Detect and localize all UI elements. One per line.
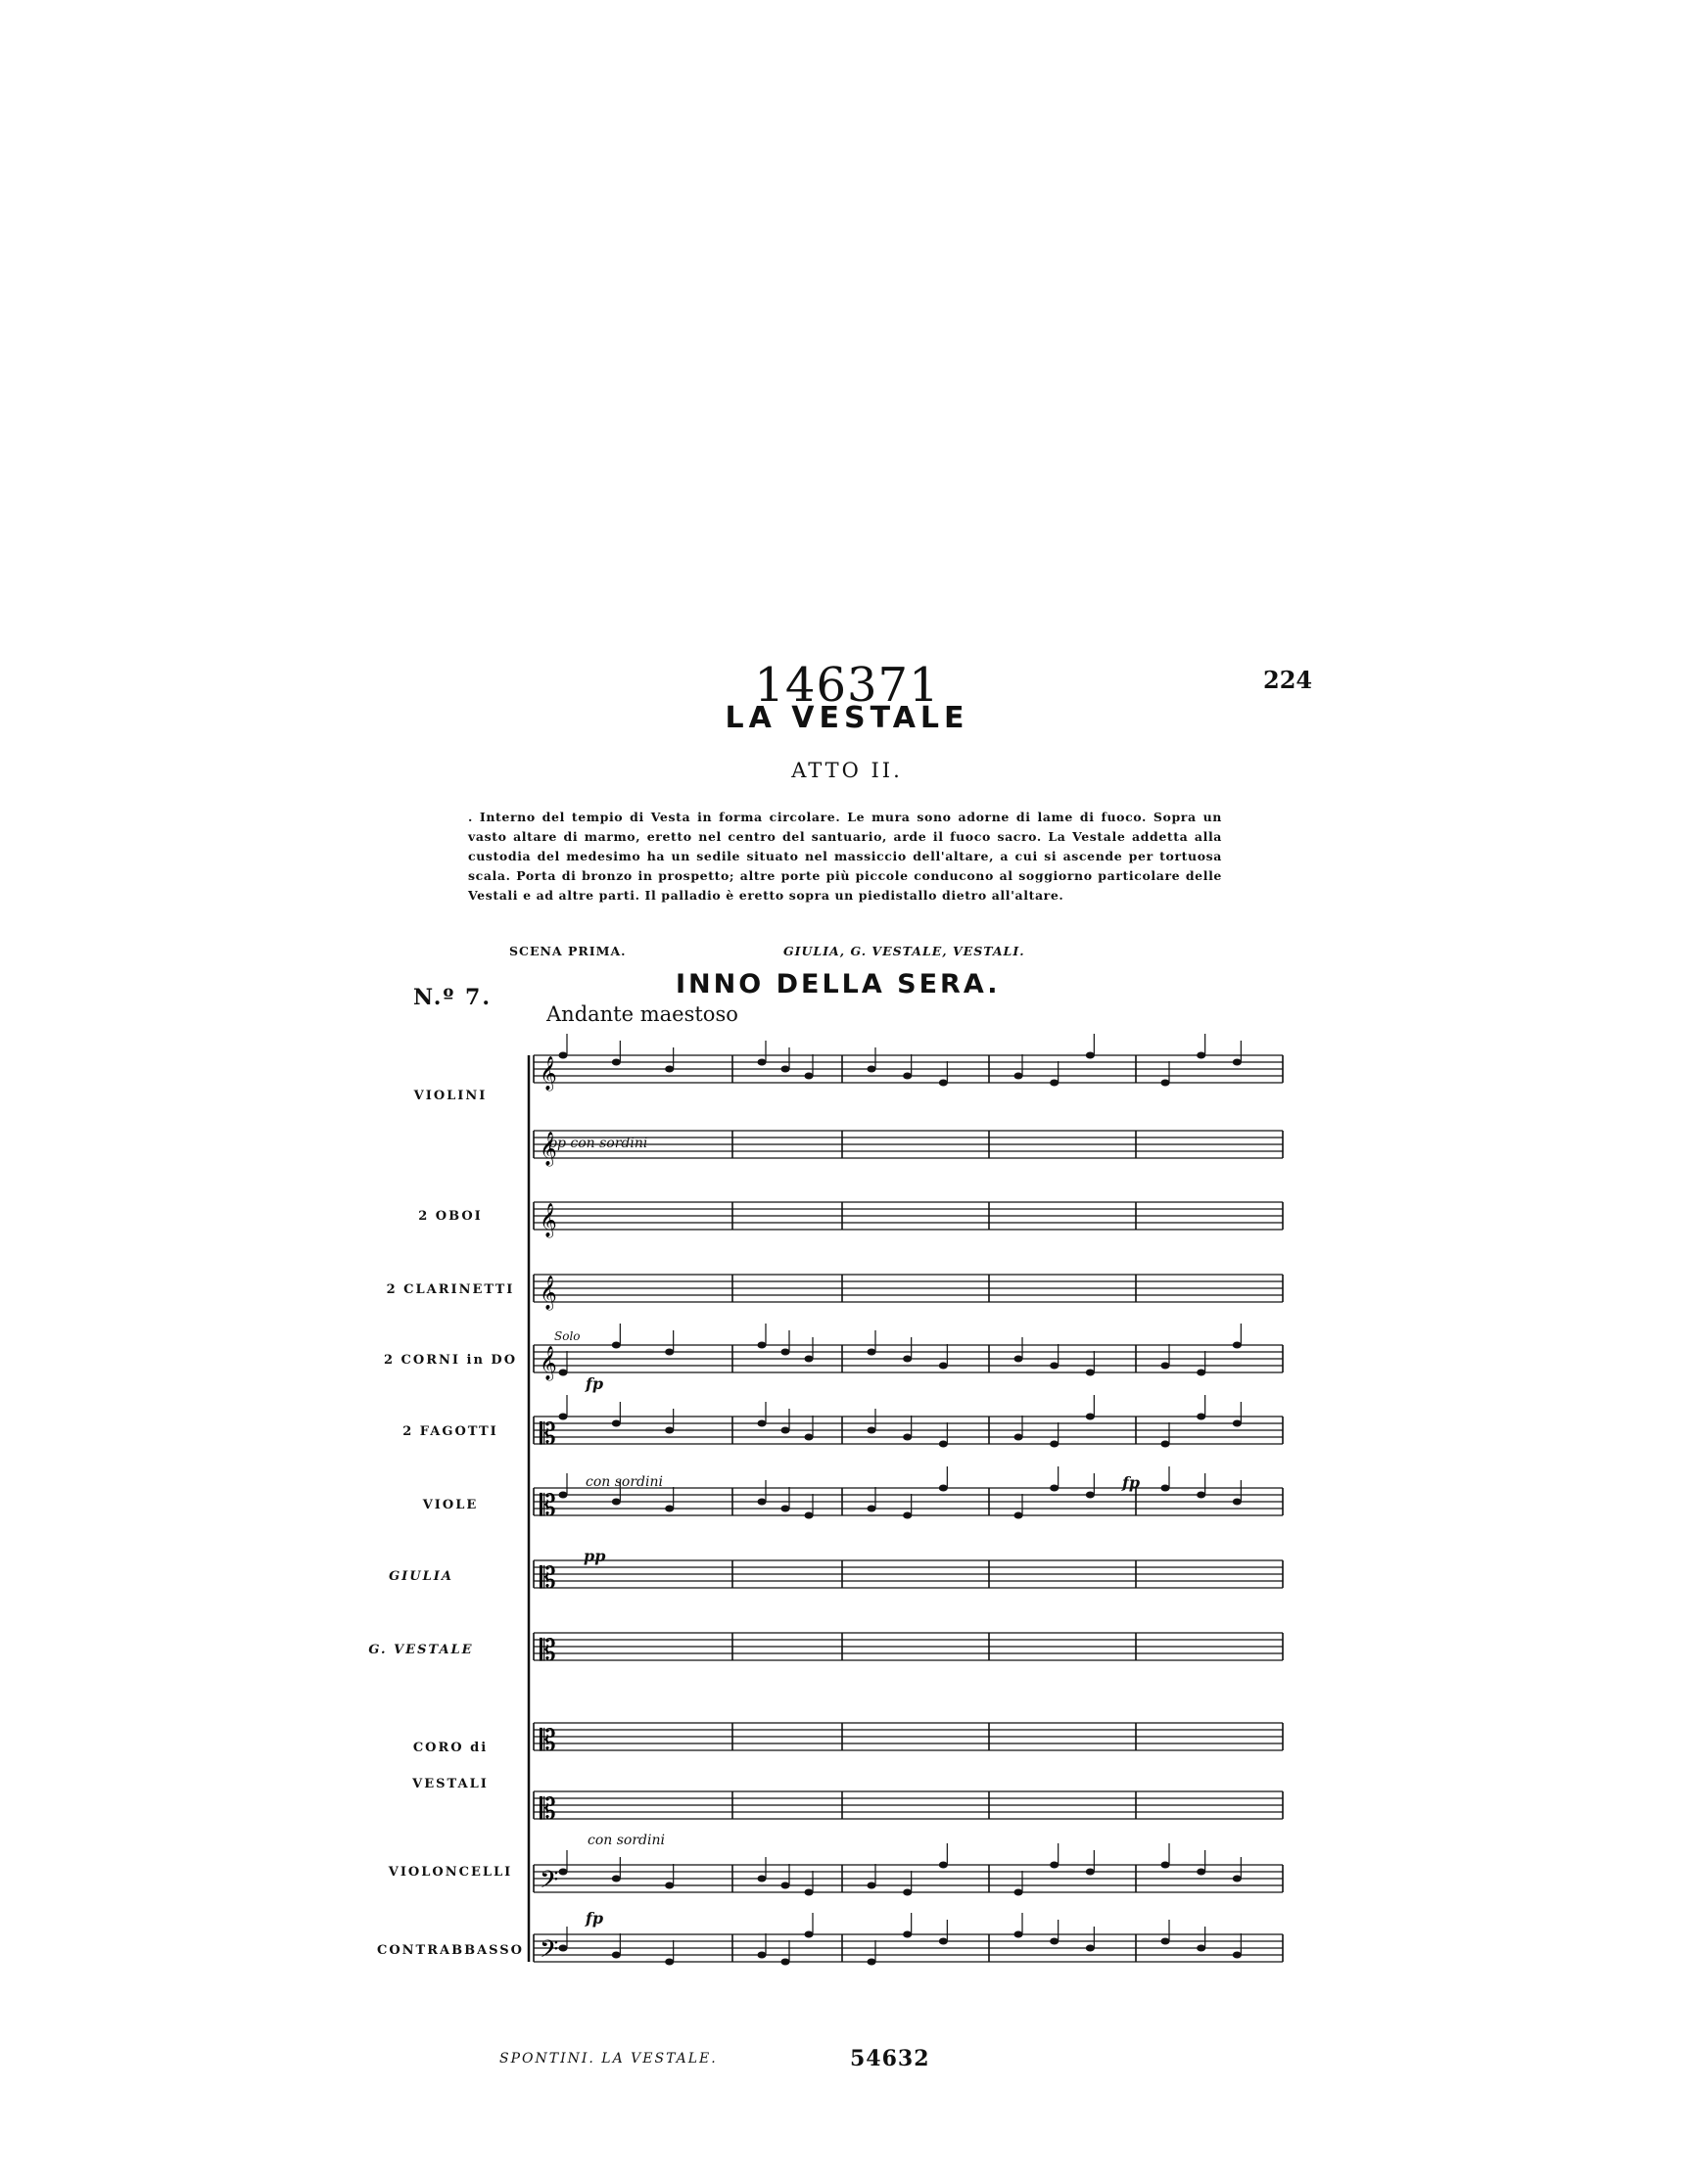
note-head [1197, 1052, 1205, 1059]
note-head [758, 1342, 767, 1349]
note-head [805, 1931, 814, 1938]
clef-icon: 𝄞 [540, 1276, 557, 1310]
note-head [1086, 1945, 1095, 1952]
note-head [559, 1414, 568, 1420]
note-head [612, 1499, 621, 1506]
marking-pp-viole: pp [584, 1547, 606, 1565]
note-head [1050, 1862, 1059, 1869]
note-head [1233, 1342, 1242, 1349]
note-head [1014, 1356, 1023, 1363]
note-head [805, 1434, 814, 1441]
note-head [1161, 1441, 1170, 1448]
instrument-label-gran-vestale: G. VESTALE [368, 1643, 474, 1657]
note-head [1050, 1441, 1059, 1448]
note-head [805, 1512, 814, 1519]
note-head [1086, 1869, 1095, 1876]
stage-direction: . Interno del tempio di Vesta in forma circolare. Le mura sono adorne di lame di fuoco. Sopra un vasto altare di marmo, eretto nel centro del santuario, arde il fuoco sacro. La Vestale addetta alla custodia del medesimo ha un sedile situato nel massiccio dell'altare, a cui si ascende per tortuosa scala. Porta di bronzo in prospetto; altre porte più piccole conducono al soggiorno particolare delle Vestali e ad altre parti. Il palladio è eretto sopra un piedistallo dietro all'altare. [468, 810, 1222, 903]
instrument-label-viole: VIOLE [422, 1498, 479, 1512]
note-head [903, 1434, 912, 1441]
note-head [1050, 1363, 1059, 1370]
instrument-label-violini: VIOLINI [413, 1089, 488, 1103]
marking-pp-con-sordini: pp con sordini [548, 1136, 648, 1151]
clef-icon: 𝄢 [540, 1866, 559, 1900]
note-head [1050, 1938, 1059, 1945]
clef-icon: 𝄡 [540, 1792, 556, 1827]
note-head [1014, 1073, 1023, 1080]
marking-fp-violoncelli: fp [586, 1909, 604, 1928]
note-head [939, 1363, 948, 1370]
note-head [559, 1492, 568, 1499]
note-head [1014, 1434, 1023, 1441]
note-head [1197, 1492, 1205, 1499]
clef-icon: 𝄡 [540, 1634, 556, 1668]
note-head [1161, 1938, 1170, 1945]
note-head [665, 1506, 674, 1512]
instrument-label-violoncelli: VIOLONCELLI [388, 1865, 513, 1880]
note-head [903, 1512, 912, 1519]
note-head [868, 1349, 876, 1356]
note-head [665, 1066, 674, 1073]
note-head [1161, 1080, 1170, 1087]
marking-con-sordini-violoncelli: con sordini [588, 1833, 665, 1848]
instrument-label-contrabbasso: CONTRABBASSO [377, 1943, 524, 1958]
note-head [1233, 1059, 1242, 1066]
act-heading: ATTO II. [791, 759, 903, 782]
composer-title: SPONTINI. LA VESTALE. [499, 2051, 718, 2067]
note-head [1086, 1414, 1095, 1420]
note-head [939, 1485, 948, 1492]
clef-icon: 𝄞 [540, 1203, 557, 1237]
tempo-marking: Andante maestoso [546, 1002, 738, 1026]
clef-icon: 𝄡 [540, 1724, 556, 1758]
piece-title: INNO DELLA SERA. [676, 969, 1001, 999]
note-head [1086, 1052, 1095, 1059]
note-head [939, 1938, 948, 1945]
page-number: 224 [1263, 666, 1313, 694]
clef-icon: 𝄞 [540, 1346, 557, 1380]
opera-title: LA VESTALE [725, 701, 969, 735]
note-head [1086, 1370, 1095, 1376]
note-head [868, 1427, 876, 1434]
note-head [758, 1059, 767, 1066]
instrument-label-corni: 2 CORNI in DO [383, 1353, 518, 1368]
scene-label: SCENA PRIMA. [509, 944, 627, 958]
clef-icon: 𝄡 [540, 1417, 556, 1452]
note-head [758, 1876, 767, 1882]
note-head [903, 1073, 912, 1080]
note-head [1014, 1931, 1023, 1938]
note-head [612, 1342, 621, 1349]
note-head [1197, 1869, 1205, 1876]
note-head [665, 1959, 674, 1966]
instrument-label-coro: CORO di [412, 1741, 489, 1755]
marking-fp-fagotti: fp [1122, 1473, 1141, 1492]
note-head [1014, 1512, 1023, 1519]
instrument-label-giulia: GIULIA [389, 1569, 453, 1584]
note-head [868, 1506, 876, 1512]
note-head [903, 1931, 912, 1938]
note-head [1197, 1370, 1205, 1376]
note-head [903, 1356, 912, 1363]
note-head [939, 1080, 948, 1087]
instrument-label-oboi: 2 OBOI [418, 1209, 483, 1224]
note-head [1197, 1945, 1205, 1952]
marking-con-sordini-viole: con sordini [586, 1474, 663, 1490]
note-head [1086, 1492, 1095, 1499]
catalog-number: 146371 [754, 658, 940, 713]
note-head [1233, 1499, 1242, 1506]
note-head [939, 1441, 948, 1448]
note-head [559, 1052, 568, 1059]
note-head [665, 1349, 674, 1356]
note-head [781, 1882, 790, 1889]
note-head [559, 1370, 568, 1376]
note-head [939, 1862, 948, 1869]
note-head [903, 1889, 912, 1896]
plate-number: 54632 [850, 2046, 930, 2071]
note-head [612, 1420, 621, 1427]
note-head [1233, 1876, 1242, 1882]
instrument-label-clarinetti: 2 CLARINETTI [386, 1282, 515, 1297]
clef-icon: 𝄞 [540, 1056, 557, 1091]
note-head [1050, 1080, 1059, 1087]
note-head [559, 1869, 568, 1876]
note-head [1050, 1485, 1059, 1492]
clef-icon: 𝄡 [540, 1561, 556, 1596]
note-head [1197, 1414, 1205, 1420]
instrument-label-fagotti: 2 FAGOTTI [402, 1424, 498, 1439]
piece-number: N.º 7. [413, 985, 492, 1010]
note-head [665, 1427, 674, 1434]
marking-solo: Solo [554, 1329, 581, 1343]
scene-characters: GIULIA, G. VESTALE, VESTALI. [783, 944, 1025, 958]
note-head [612, 1876, 621, 1882]
clef-icon: 𝄢 [540, 1935, 559, 1970]
note-head [781, 1506, 790, 1512]
marking-fp-corni: fp [586, 1374, 604, 1393]
note-head [612, 1952, 621, 1959]
note-head [868, 1066, 876, 1073]
clef-icon: 𝄞 [540, 1132, 557, 1166]
note-head [1233, 1952, 1242, 1959]
note-head [1161, 1862, 1170, 1869]
note-head [1161, 1485, 1170, 1492]
clef-icon: 𝄡 [540, 1489, 556, 1523]
note-head [781, 1427, 790, 1434]
note-head [805, 1889, 814, 1896]
note-head [805, 1356, 814, 1363]
note-head [758, 1499, 767, 1506]
note-head [1161, 1363, 1170, 1370]
note-head [665, 1882, 674, 1889]
note-head [805, 1073, 814, 1080]
note-head [1014, 1889, 1023, 1896]
note-head [1233, 1420, 1242, 1427]
note-head [758, 1952, 767, 1959]
instrument-label-vestali: VESTALI [412, 1777, 489, 1791]
note-head [781, 1349, 790, 1356]
note-head [612, 1059, 621, 1066]
note-head [781, 1066, 790, 1073]
note-head [868, 1882, 876, 1889]
note-head [758, 1420, 767, 1427]
note-head [868, 1959, 876, 1966]
note-head [559, 1945, 568, 1952]
note-head [781, 1959, 790, 1966]
